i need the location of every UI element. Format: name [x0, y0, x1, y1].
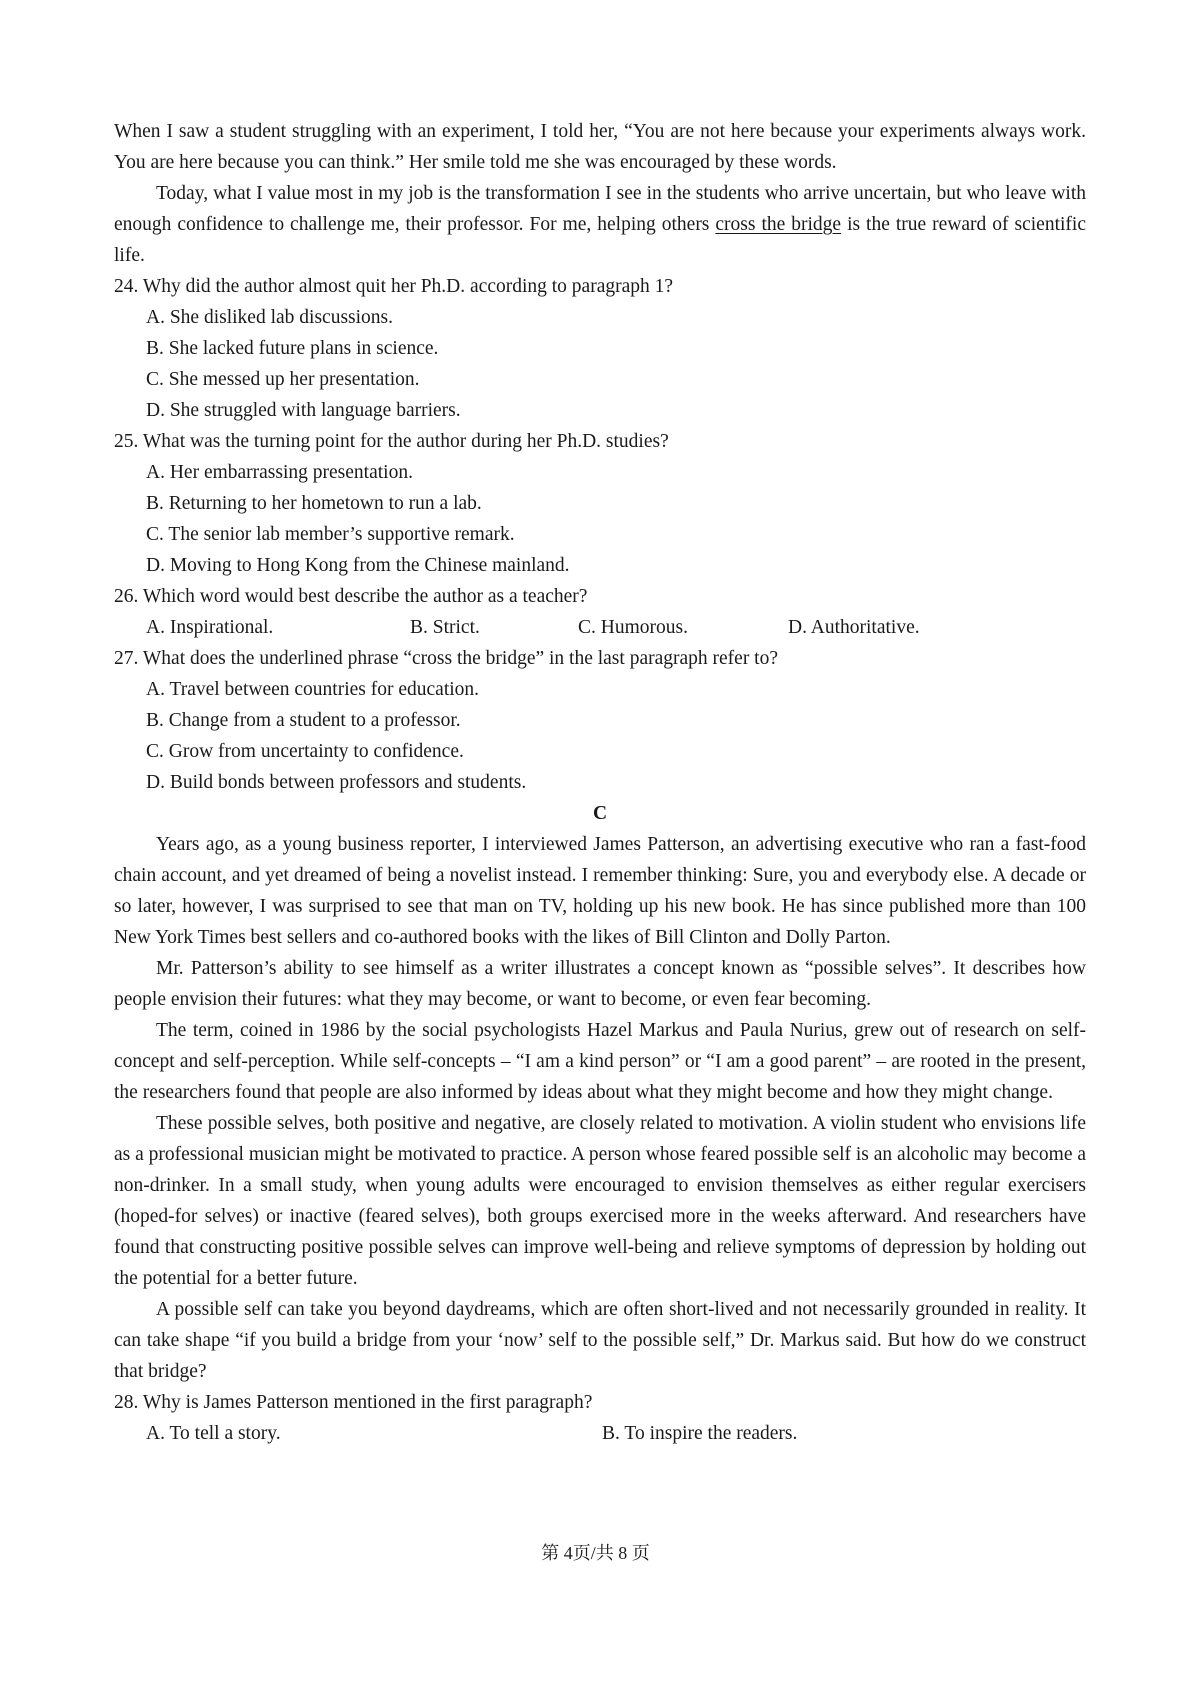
option: C. The senior lab member’s supportive remark.	[146, 524, 515, 545]
option: B. Strict.	[410, 617, 480, 638]
option: A. To tell a story.	[146, 1423, 281, 1444]
question-stem: 26. Which word would best describe the author as a teacher?	[114, 586, 588, 607]
option: C. She messed up her presentation.	[146, 369, 420, 390]
option: A. Her embarrassing presentation.	[146, 462, 413, 483]
passage-paragraph: Mr. Patterson’s ability to see himself as a writer illustrates a concept known as “possible selves”. It describes how people envision their futures: what they may become, or want to become, or even fear becoming.	[114, 958, 1086, 1010]
exam-page	[114, 116, 1086, 1449]
passage-paragraph: Years ago, as a young business reporter, I interviewed James Patterson, an advertising executive who ran a fast-food chain account, and yet dreamed of being a novelist instead. I remember thinking: Sure, you and everybody else. A decade or so later, however, I was surprised to see that man on TV, holding up his new book. He has since published more than 100 New York Times best sellers and co-authored books with the likes of Bill Clinton and Dolly Parton.	[114, 834, 1086, 948]
question-stem: 28. Why is James Patterson mentioned in the first paragraph?	[114, 1392, 593, 1413]
option: B. Change from a student to a professor.	[146, 710, 461, 731]
option: A. She disliked lab discussions.	[146, 307, 393, 328]
passage-paragraph: The term, coined in 1986 by the social psychologists Hazel Markus and Paula Nurius, grew out of research on self-concept and self-perception. While self-concepts – “I am a kind person” or “I am a good parent” – are rooted in the present, the researchers found that people are also informed by ideas about what they might become and how they might change.	[114, 1020, 1086, 1103]
option-row	[114, 1418, 1086, 1449]
option: B. To inspire the readers.	[602, 1423, 798, 1444]
option: D. Moving to Hong Kong from the Chinese mainland.	[146, 555, 570, 576]
question-stem: 25. What was the turning point for the author during her Ph.D. studies?	[114, 431, 669, 452]
section-heading: C	[592, 803, 608, 824]
passage-paragraph: These possible selves, both positive and negative, are closely related to motivation. A violin student who envisions life as a professional musician might be motivated to practice. A person whose feared possible self is an alcoholic may become a non-drinker. In a small study, when young adults were encouraged to envision themselves as either regular exercisers (hoped-for selves) or inactive (feared selves), both groups exercised more in the weeks afterward. And researchers have found that constructing positive possible selves can improve well-being and relieve symptoms of depression by holding out the potential for a better future.	[114, 1113, 1087, 1289]
option: D. She struggled with language barriers.	[146, 400, 461, 421]
passage-paragraph: When I saw a student struggling with an experiment, I told her, “You are not here because your experiments always work. You are here because you can think.” Her smile told me she was encouraged by these words.	[114, 121, 1086, 173]
option: A. Travel between countries for education.	[146, 679, 480, 700]
option: B. Returning to her hometown to run a lab.	[146, 493, 482, 514]
passage-paragraph: A possible self can take you beyond daydreams, which are often short-lived and not necessarily grounded in reality. It can take shape “if you build a bridge from your ‘now’ self to the possible self,” Dr. Markus said. But how do we construct that bridge?	[114, 1299, 1086, 1382]
underlined-phrase: cross the bridge	[715, 214, 842, 235]
option: A. Inspirational.	[146, 617, 274, 638]
option: D. Authoritative.	[788, 617, 920, 638]
passage-paragraph: Today, what I value most in my job is the transformation I see in the students who arrive uncertain, but who leave with enough confidence to challenge me, their professor. For me, helping others cross the bridge is the true reward of scientific life.	[114, 183, 1086, 266]
question-stem: 24. Why did the author almost quit her Ph.D. according to paragraph 1?	[114, 276, 674, 297]
page-number: 第 4页/共 8 页	[541, 1543, 650, 1563]
option-row	[114, 612, 1086, 643]
question-stem: 27. What does the underlined phrase “cross the bridge” in the last paragraph refer to?	[114, 648, 779, 669]
option: B. She lacked future plans in science.	[146, 338, 439, 359]
option: C. Grow from uncertainty to confidence.	[146, 741, 464, 762]
option: D. Build bonds between professors and students.	[146, 772, 527, 793]
option: C. Humorous.	[578, 617, 688, 638]
